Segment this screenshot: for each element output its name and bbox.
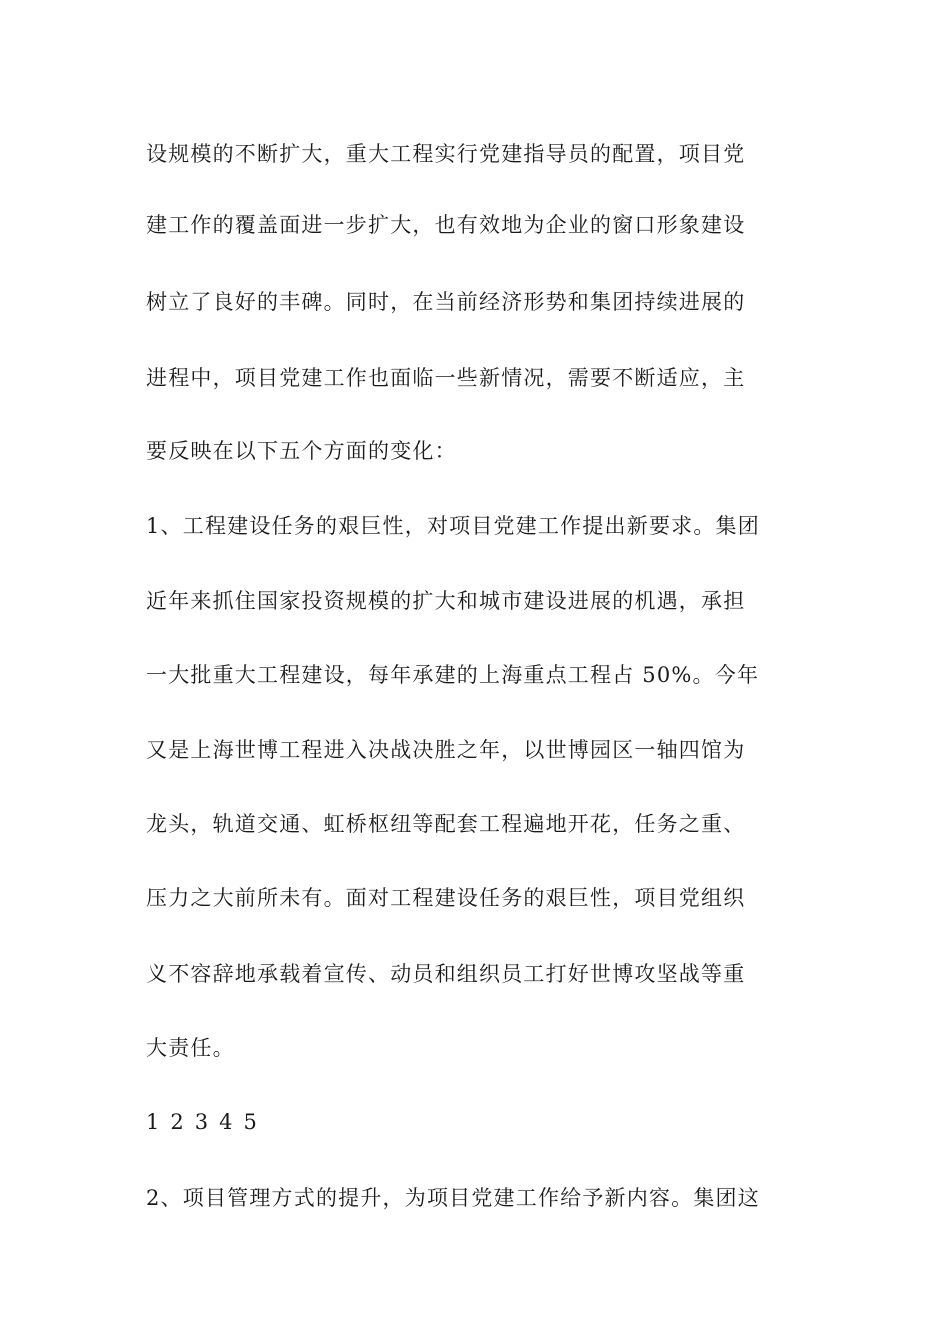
page-link-5[interactable]: 5: [243, 1110, 257, 1134]
paragraph-line: 压力之大前所未有。面对工程建设任务的艰巨性，项目党组织: [146, 886, 746, 910]
paragraph-line: 2、项目管理方式的提升，为项目党建工作给予新内容。集团这: [146, 1186, 760, 1210]
page-link-4[interactable]: 4: [219, 1110, 233, 1134]
paragraph-line: 一大批重大工程建设，每年承建的上海重点工程占 50%。今年: [146, 663, 760, 687]
page-link-1[interactable]: 1: [146, 1110, 160, 1134]
paragraph-line: 建工作的覆盖面进一步扩大，也有效地为企业的窗口形象建设: [146, 213, 746, 237]
paragraph-line: 义不容辞地承载着宣传、动员和组织员工打好世博攻坚战等重: [146, 962, 746, 986]
paragraph-line: 大责任。: [146, 1036, 235, 1060]
page-link-3[interactable]: 3: [194, 1110, 209, 1134]
paragraph-line: 设规模的不断扩大，重大工程实行党建指导员的配置，项目党: [146, 142, 746, 166]
paragraph-line: 近年来抓住国家投资规模的扩大和城市建设进展的机遇，承担: [146, 589, 746, 613]
pagination: [146, 1108, 257, 1136]
paragraph-line: 树立了良好的丰碑。同时，在当前经济形势和集团持续进展的: [146, 290, 746, 314]
paragraph-line: 要反映在以下五个方面的变化：: [146, 439, 457, 463]
paragraph-line: 1、工程建设任务的艰巨性，对项目党建工作提出新要求。集团: [146, 514, 760, 538]
paragraph-line: 又是上海世博工程进入决战决胜之年，以世博园区一轴四馆为: [146, 738, 746, 762]
page-link-2[interactable]: 2: [170, 1110, 184, 1134]
paragraph-line: 龙头，轨道交通、虹桥枢纽等配套工程遍地开花，任务之重、: [146, 812, 746, 836]
paragraph-line: 进程中，项目党建工作也面临一些新情况，需要不断适应，主: [146, 366, 746, 390]
